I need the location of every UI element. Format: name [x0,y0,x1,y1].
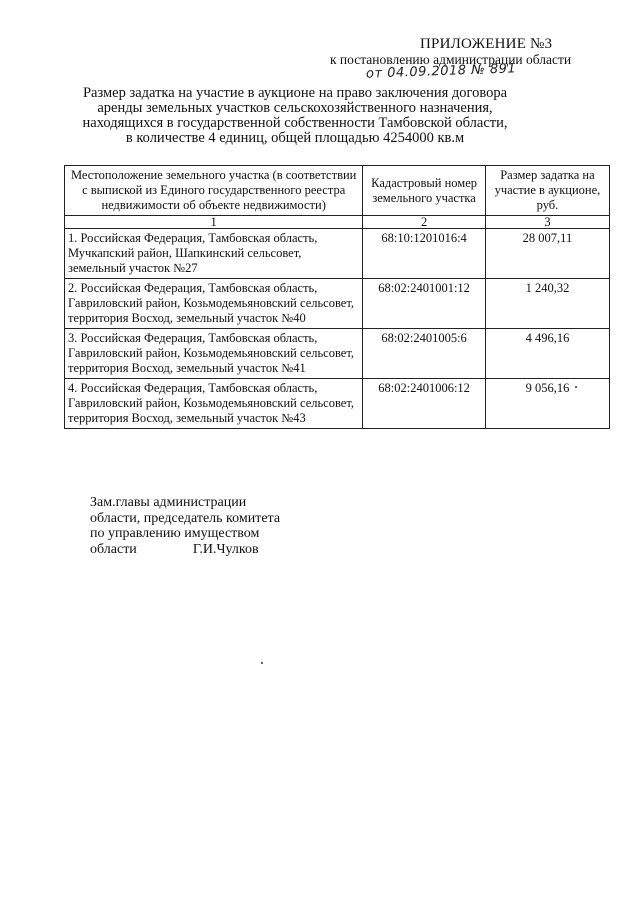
table-row [65,229,610,279]
signature-block [90,495,280,557]
location-cell: 4. Российская Федерация, Тамбовская область, Гавриловский район, Козьмодемьяновский сельсовет, территория Восход, земельный участок №43 [65,379,363,429]
table-row [65,379,610,429]
deposit-cell: 1 240,32 [485,279,609,329]
signature-line: области [90,541,137,557]
header-deposit: Размер задатка на участие в аукционе, руб. [485,166,609,216]
signature-line: Зам.главы администрации [90,495,247,510]
column-number: 3 [485,216,609,229]
scan-speck [261,662,263,664]
deposit-cell: 9 056,16 [485,379,609,429]
location-cell: 3. Российская Федерация, Тамбовская область, Гавриловский район, Козьмодемьяновский сельсовет, территория Восход, земельный участок №41 [65,329,363,379]
table-row [65,329,610,379]
handwritten-date-number: от 04.09.2018 № 891 [365,61,517,82]
cadastral-cell: 68:10:1201016:4 [363,229,486,279]
signature-line: области, председатель комитета [90,510,281,526]
column-number: 2 [363,216,486,229]
document-title: Размер задатка на участие в аукционе на право заключения договора аренды земельных участков сельскохозяйственного назначения, находящихся в государственной собственности Тамбовской области, в количестве 4 единиц, общей площадью 4254000 кв.м [82,85,508,146]
column-number-row [65,216,610,229]
cadastral-cell: 68:02:2401001:12 [363,279,486,329]
header-cadastral: Кадастровый номер земельного участка [363,166,486,216]
cadastral-cell: 68:02:2401006:12 [363,379,486,429]
deposit-table [64,165,610,429]
cadastral-cell: 68:02:2401005:6 [363,329,486,379]
deposit-cell: 4 496,16 [485,329,609,379]
location-cell: 2. Российская Федерация, Тамбовская область, Гавриловский район, Козьмодемьяновский сельсовет, территория Восход, земельный участок №40 [65,279,363,329]
signature-line: по управлению имуществом [90,526,260,541]
header-location: Местоположение земельного участка (в соответствии с выпиской из Единого государственного реестра недвижимости об объекте недвижимости) [65,166,363,216]
column-number: 1 [65,216,363,229]
deposit-cell: 28 007,11 [485,229,609,279]
location-cell: 1. Российская Федерация, Тамбовская область, Мучкапский район, Шапкинский сельсовет, земельный участок №27 [65,229,363,279]
signatory-name: Г.И.Чулков [192,541,259,557]
appendix-reference: к постановлению администрации области [330,52,572,67]
signature-last-line [90,542,280,558]
table-row [65,279,610,329]
appendix-title: ПРИЛОЖЕНИЕ №3 [420,36,553,52]
scan-speck [575,386,577,388]
table-header-row [65,166,610,216]
